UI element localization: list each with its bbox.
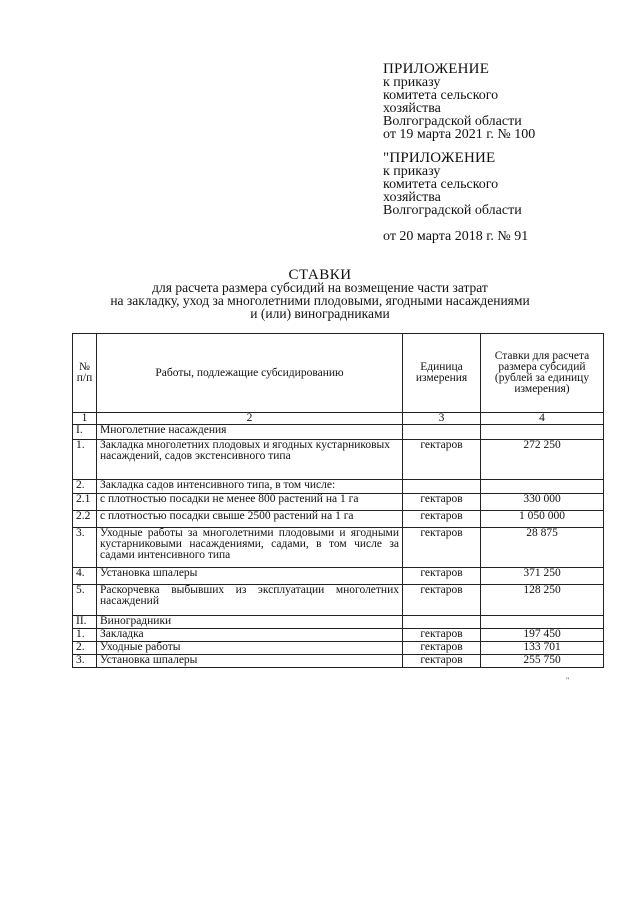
appendix-line: к приказу — [383, 164, 441, 179]
row-rate: 128 250 — [481, 585, 604, 616]
row-num: 5. — [73, 585, 97, 616]
column-index: 3 — [403, 413, 481, 425]
row-num: 1. — [73, 629, 97, 642]
subtitle-line: и (или) виноградниками — [250, 306, 390, 321]
row-rate: 371 250 — [481, 568, 604, 585]
row-num: 2.1 — [73, 494, 97, 511]
column-index: 1 — [73, 413, 97, 425]
table-row — [73, 568, 604, 585]
column-index: 2 — [97, 413, 403, 425]
row-unit: гектаров — [403, 655, 481, 668]
row-unit — [403, 425, 481, 440]
row-num: 2. — [73, 642, 97, 655]
row-unit — [403, 480, 481, 494]
document-subtitle — [70, 281, 570, 320]
row-rate — [481, 616, 604, 629]
row-unit: гектаров — [403, 585, 481, 616]
column-index: 4 — [481, 413, 604, 425]
row-num: 3. — [73, 528, 97, 568]
table-row — [73, 425, 604, 440]
row-work: Раскорчевка выбывших из эксплуатации многолетних насаждений — [97, 585, 403, 616]
row-num: 1. — [73, 440, 97, 480]
row-rate: 197 450 — [481, 629, 604, 642]
column-index-row — [73, 413, 604, 425]
column-header-unit: Единица измерения — [403, 334, 481, 413]
row-unit: гектаров — [403, 528, 481, 568]
row-unit: гектаров — [403, 568, 481, 585]
row-rate: 255 750 — [481, 655, 604, 668]
appendix-header-original — [383, 152, 528, 243]
row-num: II. — [73, 616, 97, 629]
table-row — [73, 642, 604, 655]
row-num: 2.2 — [73, 511, 97, 528]
column-header-rate: Ставки для расчета размера субсидий (рублей за единицу измерения) — [481, 334, 604, 413]
row-work: Уходные работы за многолетними плодовыми и ягодными кустарниковыми насаждениями, садами, в том числе за садами интенсивного типа — [97, 528, 403, 568]
appendix-line: Волгоградской области — [383, 203, 522, 218]
row-unit: гектаров — [403, 642, 481, 655]
row-unit: гектаров — [403, 440, 481, 480]
table-row — [73, 511, 604, 528]
row-work: Установка шпалеры — [97, 568, 403, 585]
row-num: 2. — [73, 480, 97, 494]
column-header-num: № п/п — [73, 334, 97, 413]
row-work: Уходные работы — [97, 642, 403, 655]
appendix-line: комитета сельского — [383, 88, 499, 103]
row-work: Закладка — [97, 629, 403, 642]
row-work: Многолетние насаждения — [97, 425, 403, 440]
appendix-line: хозяйства — [383, 101, 441, 116]
table-row — [73, 480, 604, 494]
row-unit — [403, 616, 481, 629]
appendix-order-date: от 20 марта 2018 г. № 91 — [383, 229, 529, 244]
appendix-header-current — [383, 63, 535, 141]
appendix-order-date: от 19 марта 2021 г. № 100 — [383, 127, 536, 142]
row-unit: гектаров — [403, 511, 481, 528]
table-row — [73, 585, 604, 616]
document-title: СТАВКИ — [288, 267, 352, 283]
table-row — [73, 528, 604, 568]
table-row — [73, 440, 604, 480]
row-rate: 1 050 000 — [481, 511, 604, 528]
appendix-line: комитета сельского — [383, 177, 499, 192]
appendix-line: Волгоградской области — [383, 114, 522, 129]
row-rate: 272 250 — [481, 440, 604, 480]
closing-quote-mark: " — [566, 676, 570, 685]
row-num: I. — [73, 425, 97, 440]
row-num: 4. — [73, 568, 97, 585]
subtitle-line: на закладку, уход за многолетними плодовыми, ягодными насаждениями — [110, 293, 530, 308]
row-work: Закладка многолетних плодовых и ягодных кустарниковых насаждений, садов экстенсивного типа — [97, 440, 403, 480]
row-unit: гектаров — [403, 629, 481, 642]
row-work: Установка шпалеры — [97, 655, 403, 668]
row-unit: гектаров — [403, 494, 481, 511]
subtitle-line: для расчета размера субсидий на возмещение части затрат — [152, 280, 488, 295]
row-work: с плотностью посадки не менее 800 растений на 1 га — [97, 494, 403, 511]
appendix-title: "ПРИЛОЖЕНИЕ — [383, 150, 496, 166]
column-header-work: Работы, подлежащие субсидированию — [97, 334, 403, 413]
table-row — [73, 629, 604, 642]
table-row — [73, 494, 604, 511]
table-row — [73, 655, 604, 668]
appendix-line: к приказу — [383, 75, 441, 90]
appendix-line: хозяйства — [383, 190, 441, 205]
row-work: Закладка садов интенсивного типа, в том числе: — [97, 480, 403, 494]
row-work: с плотностью посадки свыше 2500 растений на 1 га — [97, 511, 403, 528]
row-rate: 28 875 — [481, 528, 604, 568]
row-rate: 133 701 — [481, 642, 604, 655]
table-header-row — [73, 334, 604, 413]
row-num: 3. — [73, 655, 97, 668]
row-rate — [481, 480, 604, 494]
row-rate: 330 000 — [481, 494, 604, 511]
appendix-title: ПРИЛОЖЕНИЕ — [383, 61, 490, 77]
rates-table — [72, 333, 604, 668]
row-rate — [481, 425, 604, 440]
table-row — [73, 616, 604, 629]
row-work: Виноградники — [97, 616, 403, 629]
